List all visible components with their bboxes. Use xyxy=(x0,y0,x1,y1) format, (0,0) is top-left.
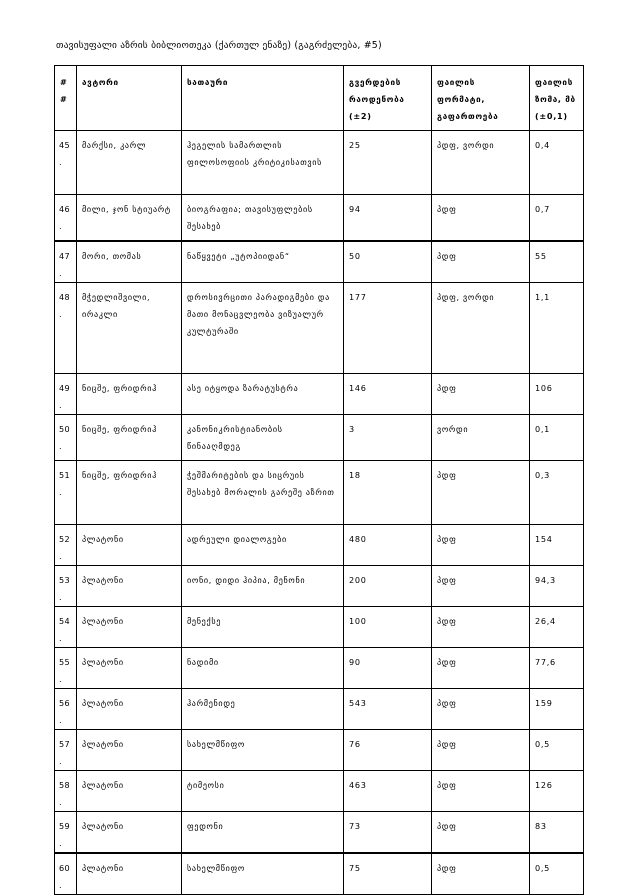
cell-title: ფედონი xyxy=(182,811,344,853)
cell-author: მჭედლიშვილი, ირაკლი xyxy=(77,282,182,373)
page-title: თავისუფალი აზრის ბიბლიოთეკა (ქართულ ენაზე) (გაგრძელება, #5) xyxy=(56,40,382,51)
cell-author: პლატონი xyxy=(77,565,182,606)
cell-pages: 200 xyxy=(344,565,432,606)
cell-author: პლატონი xyxy=(77,606,182,647)
cell-number: 46. xyxy=(55,195,77,241)
cell-format: პდფ xyxy=(432,460,530,524)
table-row xyxy=(55,195,584,241)
cell-number: 57. xyxy=(55,729,77,770)
cell-size: 0,5 xyxy=(530,853,584,895)
table-header-row xyxy=(55,66,584,131)
table-row xyxy=(55,282,584,373)
cell-number: 52. xyxy=(55,524,77,565)
cell-pages: 25 xyxy=(344,131,432,195)
cell-number: 55. xyxy=(55,647,77,688)
cell-author: მილი, ჯონ სტიუარტ xyxy=(77,195,182,241)
cell-format: პდფ xyxy=(432,373,530,414)
cell-title: სახელმწიფო xyxy=(182,729,344,770)
cell-title: ჭეშმარიტების და სიცრუის შესახებ მორალის გარეშე აზრით xyxy=(182,460,344,524)
table-row xyxy=(55,373,584,414)
cell-size: 0,3 xyxy=(530,460,584,524)
cell-format: პდფ, ვორდი xyxy=(432,131,530,195)
table-row xyxy=(55,524,584,565)
cell-number: 54. xyxy=(55,606,77,647)
cell-number: 53. xyxy=(55,565,77,606)
cell-format: პდფ xyxy=(432,524,530,565)
cell-title: ასე იტყოდა ზარატუსტრა xyxy=(182,373,344,414)
table-row xyxy=(55,729,584,770)
cell-title: ნაწყვეტი „უტოპიიდან“ xyxy=(182,241,344,283)
table-row xyxy=(55,131,584,195)
table-row xyxy=(55,414,584,460)
table-row xyxy=(55,688,584,729)
cell-pages: 50 xyxy=(344,241,432,283)
cell-title: ტიმეოსი xyxy=(182,770,344,811)
cell-pages: 94 xyxy=(344,195,432,241)
cell-title: ჰეგელის სამართლის ფილოსოფიის კრიტიკისათვის xyxy=(182,131,344,195)
cell-size: 26,4 xyxy=(530,606,584,647)
library-table xyxy=(54,65,584,895)
table-row xyxy=(55,241,584,283)
cell-title: ჰარმენიდე xyxy=(182,688,344,729)
cell-size: 77,6 xyxy=(530,647,584,688)
cell-author: პლატონი xyxy=(77,729,182,770)
cell-title: სახელმწიფო xyxy=(182,853,344,895)
column-header-size: ფაილის ზომა, მბ (±0,1) xyxy=(530,66,584,131)
cell-format: პდფ xyxy=(432,565,530,606)
table-row xyxy=(55,811,584,853)
cell-format: პდფ xyxy=(432,195,530,241)
cell-author: პლატონი xyxy=(77,811,182,853)
cell-size: 0,4 xyxy=(530,131,584,195)
cell-format: პდფ xyxy=(432,811,530,853)
column-header-author: ავტორი xyxy=(77,66,182,131)
cell-pages: 177 xyxy=(344,282,432,373)
table-row xyxy=(55,565,584,606)
column-header-title: სათაური xyxy=(182,66,344,131)
table-row xyxy=(55,770,584,811)
cell-author: ნიცშე, ფრიდრიჰ xyxy=(77,414,182,460)
cell-size: 0,5 xyxy=(530,729,584,770)
cell-pages: 480 xyxy=(344,524,432,565)
column-header-format: ფაილის ფორმატი, გაფართოება xyxy=(432,66,530,131)
cell-author: პლატონი xyxy=(77,853,182,895)
cell-format: პდფ xyxy=(432,688,530,729)
cell-title: კანონიკრისტიანობის წინააღმდეგ xyxy=(182,414,344,460)
cell-title: დროსივრცითი პარადიგმები და მათი მონაცვლეობა ვიზუალურ კულტურაში xyxy=(182,282,344,373)
cell-size: 1,1 xyxy=(530,282,584,373)
cell-author: პლატონი xyxy=(77,770,182,811)
cell-format: ვორდი xyxy=(432,414,530,460)
cell-pages: 90 xyxy=(344,647,432,688)
cell-author: მორი, თომას xyxy=(77,241,182,283)
cell-number: 51. xyxy=(55,460,77,524)
cell-format: პდფ xyxy=(432,729,530,770)
cell-format: პდფ xyxy=(432,606,530,647)
column-header-number: ## xyxy=(55,66,77,131)
cell-size: 55 xyxy=(530,241,584,283)
cell-number: 60. xyxy=(55,853,77,895)
cell-number: 45. xyxy=(55,131,77,195)
cell-number: 56. xyxy=(55,688,77,729)
cell-size: 106 xyxy=(530,373,584,414)
cell-title: იონი, დიდი ჰიპია, მენონი xyxy=(182,565,344,606)
cell-number: 58. xyxy=(55,770,77,811)
cell-size: 126 xyxy=(530,770,584,811)
cell-author: ნიცშე, ფრიდრიჰ xyxy=(77,373,182,414)
cell-format: პდფ xyxy=(432,647,530,688)
cell-size: 0,1 xyxy=(530,414,584,460)
cell-title: მენექსე xyxy=(182,606,344,647)
cell-number: 50. xyxy=(55,414,77,460)
cell-number: 48. xyxy=(55,282,77,373)
cell-size: 83 xyxy=(530,811,584,853)
cell-size: 94,3 xyxy=(530,565,584,606)
table-row xyxy=(55,606,584,647)
cell-title: ბიოგრაფია; თავისუფლების შესახებ xyxy=(182,195,344,241)
cell-number: 59. xyxy=(55,811,77,853)
cell-number: 47. xyxy=(55,241,77,283)
cell-size: 0,7 xyxy=(530,195,584,241)
cell-size: 159 xyxy=(530,688,584,729)
cell-format: პდფ xyxy=(432,241,530,283)
cell-size: 154 xyxy=(530,524,584,565)
cell-pages: 146 xyxy=(344,373,432,414)
table-row xyxy=(55,853,584,895)
cell-title: ადრეული დიალოგები xyxy=(182,524,344,565)
column-header-pages: გვერდების რაოდენობა (±2) xyxy=(344,66,432,131)
cell-pages: 75 xyxy=(344,853,432,895)
cell-author: მარქსი, კარლ xyxy=(77,131,182,195)
cell-author: პლატონი xyxy=(77,524,182,565)
cell-pages: 463 xyxy=(344,770,432,811)
cell-author: პლატონი xyxy=(77,647,182,688)
table-row xyxy=(55,647,584,688)
table-row xyxy=(55,460,584,524)
cell-number: 49. xyxy=(55,373,77,414)
cell-author: ნიცშე, ფრიდრიჰ xyxy=(77,460,182,524)
cell-pages: 3 xyxy=(344,414,432,460)
cell-pages: 73 xyxy=(344,811,432,853)
cell-pages: 18 xyxy=(344,460,432,524)
cell-format: პდფ xyxy=(432,770,530,811)
cell-pages: 76 xyxy=(344,729,432,770)
cell-format: პდფ, ვორდი xyxy=(432,282,530,373)
cell-pages: 100 xyxy=(344,606,432,647)
cell-format: პდფ xyxy=(432,853,530,895)
cell-title: ნადიმი xyxy=(182,647,344,688)
cell-pages: 543 xyxy=(344,688,432,729)
cell-author: პლატონი xyxy=(77,688,182,729)
